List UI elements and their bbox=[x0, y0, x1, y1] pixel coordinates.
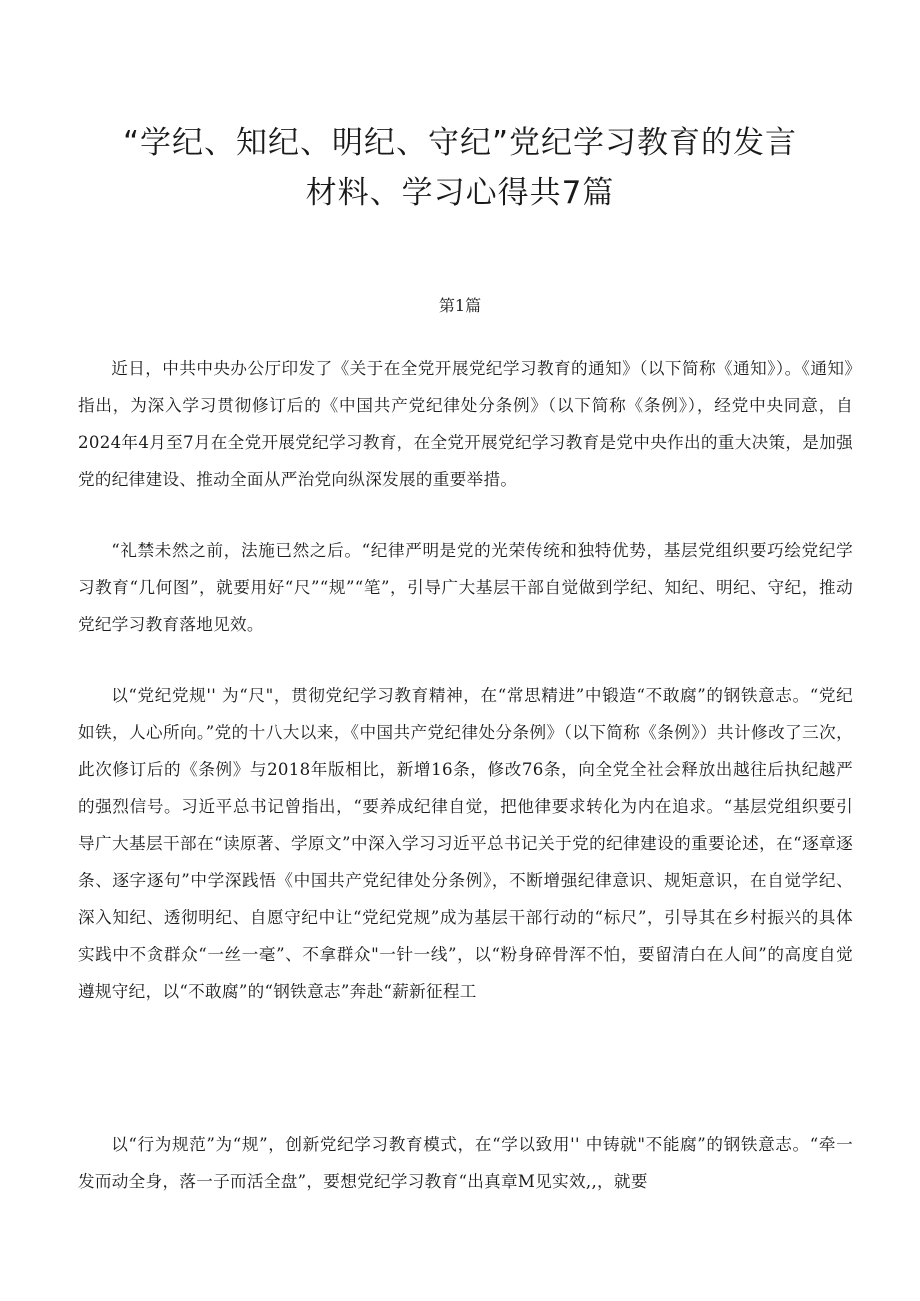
title-line-2: 材料、学习心得共7篇 bbox=[305, 175, 615, 211]
paragraph-1: 近日，中共中央办公厅印发了《关于在全党开展党纪学习教育的通知》（以下简称《通知》）。《通知》指出，为深入学习贯彻修订后的《中国共产党纪律处分条例》（以下简称《条例》），经党中央同意，自2024年4月至7月在全党开展党纪学习教育，在全党开展党纪学习教育是党中央作出的重大决策，是加强党的纪律建设、推动全面从严治党向纵深发展的重要举措。 bbox=[78, 359, 853, 489]
document-title bbox=[90, 118, 830, 218]
paragraph-2: “礼禁未然之前，法施已然之后。“纪律严明是党的光荣传统和独特优势，基层党组织要巧绘党纪学习教育“几何图”，就要用好“尺”“规”“笔”，引导广大基层干部自觉做到学纪、知纪、明纪、守纪，推动党纪学习教育落地见效。 bbox=[78, 541, 853, 634]
paragraph-3: 以“党纪党规'' 为“尺"，贯彻党纪学习教育精神，在“常思精进”中锻造“不敢腐”的钢铁意志。“党纪如铁，人心所向。”党的十八大以来，《中国共产党纪律处分条例》（以下简称《条例》）共计修改了三次，此次修订后的《条例》与2018年版相比，新增16条，修改76条，向全党全社会释放出越往后执纪越严的强烈信号。习近平总书记曾指出，“要养成纪律自觉，把他律要求转化为内在追求。“基层党组织要引导广大基层干部在“读原著、学原文”中深入学习习近平总书记关于党的纪律建设的重要论述，在“逐章逐条、逐字逐句”中学深践悟《中国共产党纪律处分条例》，不断增强纪律意识、规矩意识，在自觉学纪、深入知纪、透彻明纪、自愿守纪中让“党纪党规”成为基层干部行动的“标尺”，引导其在乡村振兴的具体实践中不贪群众“一丝一毫”、不拿群众"一针一线”，以“粉身碎骨浑不怕，要留清白在人间”的高度自觉遵规守纪，以“不敢腐”的“钢铁意志”奔赴“薪新征程工 bbox=[78, 686, 853, 1001]
title-line-1: “学纪、知纪、明纪、守纪”党纪学习教育的发言 bbox=[122, 125, 798, 161]
paragraph-4: 以“行为规范”为“规”，创新党纪学习教育模式，在“学以致用'' 中铸就"不能腐”的钢铁意志。“牵一发而动全身，落一子而活全盘”，要想党纪学习教育“出真章M见实效,,，就要 bbox=[78, 1135, 853, 1191]
section-heading: 第1篇 bbox=[438, 296, 482, 315]
